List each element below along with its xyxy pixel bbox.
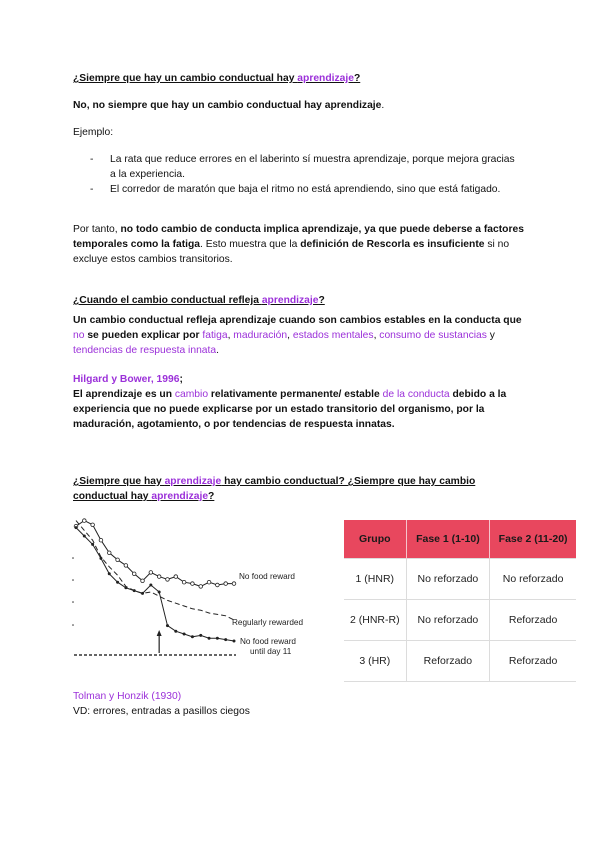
highlight-run: maduración [233, 330, 288, 341]
data-point [232, 582, 236, 586]
data-point [216, 637, 219, 640]
data-point [124, 586, 127, 589]
text-run: ¿Siempre que hay [73, 476, 165, 487]
data-point [132, 572, 136, 576]
data-point [158, 591, 161, 594]
series-label: No food reward [239, 572, 295, 581]
text-run: , [287, 330, 293, 341]
list-item [90, 152, 520, 182]
data-point [83, 535, 86, 538]
question-1-text: ¿Siempre que hay un cambio conductual hay [73, 73, 298, 84]
citation-hilgard [73, 372, 183, 387]
question-1-highlight: aprendizaje [297, 73, 354, 84]
answer-1-end: . [381, 100, 385, 111]
data-point [183, 633, 186, 636]
data-point [116, 558, 120, 562]
data-point [141, 579, 145, 583]
data-point [207, 580, 211, 584]
data-point [107, 551, 111, 555]
highlight-run: tendencias de respuesta innata [73, 345, 217, 356]
series-label: until day 11 [250, 647, 292, 656]
data-point [166, 624, 169, 627]
table-cell: Reforzado [406, 641, 490, 682]
text-run: ? [208, 491, 215, 502]
data-point [99, 557, 102, 560]
data-point [141, 592, 144, 595]
data-point [149, 584, 152, 587]
answer-1 [73, 98, 543, 113]
conclusion-bold: definición de Rescorla es insuficiente [300, 239, 485, 250]
groups-table [344, 520, 576, 682]
data-point [191, 582, 195, 586]
data-point [199, 634, 202, 637]
data-point [91, 543, 94, 546]
definition-paragraph [73, 387, 533, 432]
data-point [91, 523, 95, 527]
data-point [216, 583, 220, 587]
maze-learning-chart [66, 510, 308, 662]
series-no-food-until-day-11-line [76, 528, 234, 641]
bullet-dash: - [90, 184, 94, 195]
text-run: , [227, 330, 234, 341]
table-row [344, 559, 576, 600]
data-point [83, 519, 87, 523]
highlight-run: fatiga [202, 330, 228, 341]
conclusion-text: Por tanto, [73, 224, 121, 235]
data-point [233, 640, 236, 643]
question-1-end: ? [353, 73, 361, 84]
data-point [199, 585, 203, 589]
question-2-highlight: aprendizaje [261, 295, 319, 306]
text-run: , [373, 330, 380, 341]
table-cell: No reforzado [406, 559, 490, 600]
highlight-run: estados mentales [292, 330, 374, 341]
table-header: Fase 2 (11-20) [490, 520, 576, 559]
data-point [99, 538, 103, 542]
conclusion-text: si no excluye estos cambios transitorios. [73, 239, 510, 265]
data-point [75, 526, 78, 529]
text-run: Un cambio conductual refleja aprendizaje cuando son cambios estables en la conducta que [73, 315, 522, 326]
label-layer [157, 572, 304, 656]
axis-tick [72, 579, 74, 581]
question-1 [73, 71, 543, 86]
caption-citation: Tolman y Honzik (1930) [73, 691, 182, 702]
conclusion-text: . Esto muestra que la [200, 239, 301, 250]
axis-tick [72, 601, 74, 603]
data-point [208, 637, 211, 640]
question-2-text: ¿Cuando el cambio conductual refleja [73, 295, 262, 306]
data-point [124, 564, 128, 568]
citation-end: ; [179, 374, 183, 385]
table-cell: Reforzado [490, 600, 576, 641]
table-header-row [344, 520, 576, 559]
table-cell: No reforzado [406, 600, 490, 641]
data-point [116, 581, 119, 584]
question-3 [73, 474, 523, 504]
data-point [191, 635, 194, 638]
list-item [90, 182, 520, 197]
table-header: Grupo [344, 520, 406, 559]
table-cell: No reforzado [490, 559, 576, 600]
data-point [149, 571, 153, 575]
highlight-run: consumo de sustancias [379, 330, 487, 341]
data-point [224, 582, 228, 586]
data-point [133, 589, 136, 592]
question-2 [73, 293, 543, 308]
highlight-run: aprendizaje [151, 491, 209, 502]
text-run: hay cambio conductual? ¿Siempre que hay cambio conductual hay [73, 476, 476, 502]
text-run: . [216, 345, 219, 356]
table-cell: 3 (HR) [344, 641, 406, 682]
axis-tick [72, 557, 74, 559]
conclusion-paragraph [73, 222, 531, 267]
data-point [182, 580, 186, 584]
text-run: relativamente permanente/ estable [208, 389, 383, 400]
highlight-run: aprendizaje [164, 476, 222, 487]
data-point [174, 575, 178, 579]
example-list [90, 152, 520, 197]
axis-tick [72, 624, 74, 626]
caption-dependent-variable: VD: errores, entradas a pasillos ciegos [73, 706, 250, 717]
data-point [157, 575, 161, 579]
data-point [174, 630, 177, 633]
conclusion-bold: no todo cambio de conducta implica aprendizaje, ya que puede deberse a factores temporales como la fatiga [73, 224, 524, 250]
text-run: se pueden explicar por [84, 330, 203, 341]
highlight-run: cambio [174, 389, 209, 400]
data-point [166, 578, 170, 582]
answer-1-text: No, no siempre que hay un cambio conductual hay aprendizaje [73, 100, 382, 111]
question-2-end: ? [318, 295, 325, 306]
text-run: y [486, 330, 495, 341]
table-row [344, 600, 576, 641]
table-cell: Reforzado [490, 641, 576, 682]
series-label: No food reward [240, 637, 296, 646]
text-run: debido a la experiencia que no puede explicarse por un estado transitorio del organismo, por la maduración, agotamiento, o por tendencias de respuesta innatas. [73, 389, 507, 430]
bullet-text: El corredor de maratón que baja el ritmo no está aprendiendo, sino que está fatigado. [110, 184, 501, 195]
highlight-run: no [73, 330, 85, 341]
series-layer [72, 519, 236, 655]
table-header: Fase 1 (1-10) [406, 520, 490, 559]
example-label: Ejemplo: [73, 127, 114, 138]
learning-criteria-paragraph [73, 313, 533, 358]
highlight-run: de la conducta [382, 389, 450, 400]
series-regularly-rewarded-line [76, 521, 234, 620]
arrow-head-icon [157, 630, 162, 636]
data-point [108, 572, 111, 575]
data-point [224, 638, 227, 641]
bullet-dash: - [90, 154, 94, 165]
bullet-text: La rata que reduce errores en el laberinto sí muestra aprendizaje, porque mejora gracias a la experiencia. [110, 154, 515, 180]
table-row [344, 641, 576, 682]
citation-text: Hilgard y Bower, 1996 [73, 374, 180, 385]
text-run: El aprendizaje es un [73, 389, 175, 400]
table-cell: 2 (HNR-R) [344, 600, 406, 641]
table-cell: 1 (HNR) [344, 559, 406, 600]
series-label: Regularly rewarded [232, 618, 303, 627]
